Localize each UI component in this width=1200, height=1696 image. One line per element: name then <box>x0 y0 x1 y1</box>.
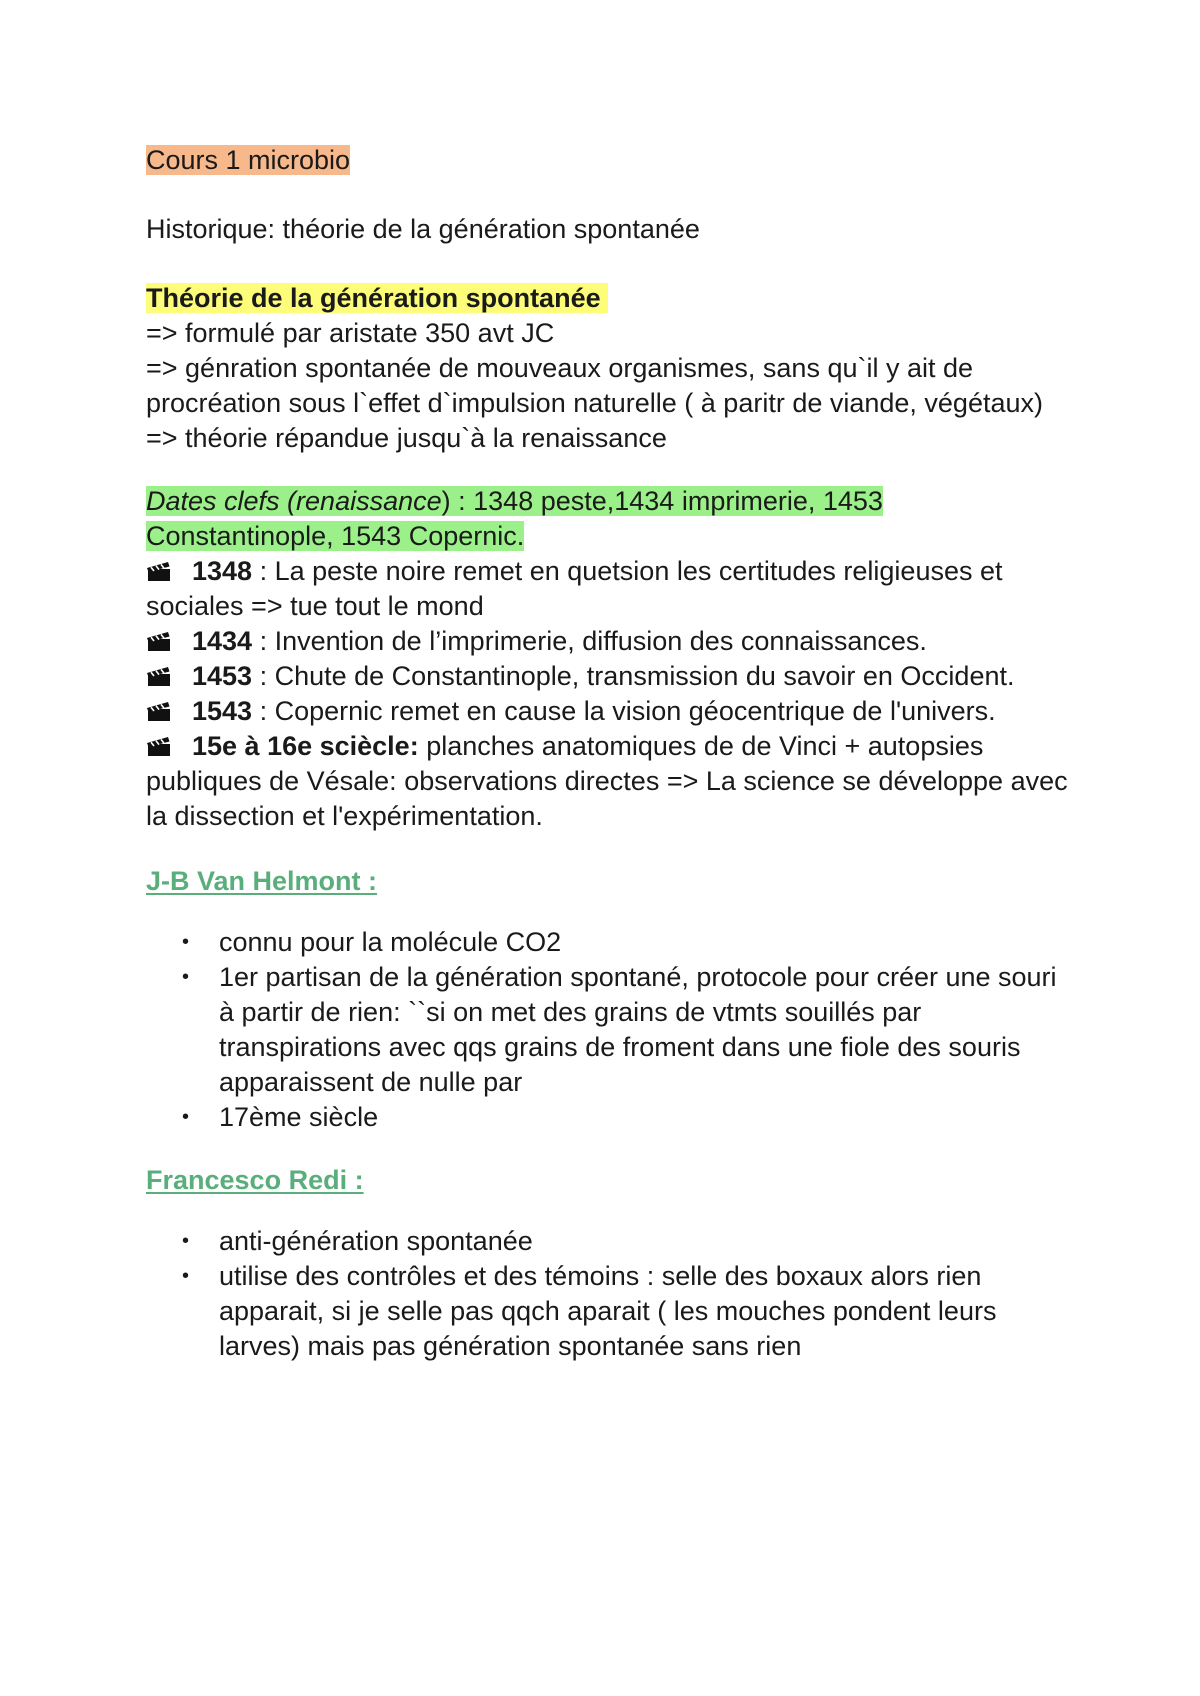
date-item-1348 <box>146 554 1076 624</box>
date-1543-label: 1543 <box>192 696 253 726</box>
date-1453-label: 1453 <box>192 661 253 691</box>
theorie-line-1: => formulé par aristate 350 avt JC <box>146 318 555 348</box>
clapperboard-icon <box>146 630 172 652</box>
clapperboard-icon <box>146 560 172 582</box>
clapperboard-icon <box>146 700 172 722</box>
clapperboard-icon <box>146 665 172 687</box>
date-1434-label: 1434 <box>192 626 253 656</box>
date-15e-16e-label: 15e à 16e scièc​le: <box>192 731 419 761</box>
dates-summary-text: : 1348 peste,1434 imprimerie, 1453 Constantinople, 1543 Copernic. <box>146 486 883 551</box>
list-item: • anti-génération spontanée <box>219 1224 1076 1259</box>
date-item-1453 <box>146 659 1076 694</box>
list-item: • connu pour la molécule CO2 <box>219 925 1076 960</box>
title-highlight: Cours 1 microbio <box>146 145 351 175</box>
historique-line: Historique: théorie de la génération spontanée <box>146 214 700 244</box>
theorie-line-3: => théorie répandue jusqu`à la renaissance <box>146 423 667 453</box>
dates-label-close: ) <box>441 486 451 516</box>
theorie-heading <box>146 281 1076 316</box>
date-1453-text: : Chute de Constantinople, transmission du savoir en Occident. <box>252 661 1015 691</box>
document-title <box>146 143 1076 178</box>
theorie-line-2: => génration spontanée de mouveaux organismes, sans qu`il y ait de procréation sous l`effet d`impulsion naturelle ( à paritr de viande, végétaux) <box>146 353 1043 418</box>
date-item-1434 <box>146 624 1076 659</box>
date-15e-16e-text: planches anatomiques de de Vinci + autopsies publiques de Vésale: observations directes => La science se développe avec la dissection et l'expérimentation. <box>146 731 1068 831</box>
date-1543-text: : Copernic remet en cause la vision géocentrique de l'univers. <box>252 696 996 726</box>
redi-list <box>146 1224 1076 1364</box>
date-1348-label: 1348 <box>192 556 253 586</box>
date-item-1543 <box>146 694 1076 729</box>
list-item: • 1er partisan de la génération spontané, protocole pour créer une souri à partir de rien: ``si on met des grains de vtmts souillés par transpirations avec qqs grains de froment dans une fiole des souris apparaissent de nulle par <box>219 960 1076 1100</box>
list-item: • 17ème siècle <box>219 1100 1076 1135</box>
theorie-heading-pad <box>601 283 609 313</box>
dates-summary <box>146 484 1076 554</box>
date-1434-text: : Invention de l’imprimerie, diffusion des connaissances. <box>252 626 927 656</box>
document-page <box>146 143 1076 1364</box>
list-item: • utilise des contrôles et des témoins : selle des boxaux alors rien apparait, si je selle pas qqch aparait ( les mouches pondent leurs larves) mais pas génération spontanée sans rien <box>219 1259 1076 1364</box>
clapperboard-icon <box>146 735 172 757</box>
date-item-15e-16e <box>146 729 1076 834</box>
date-1348-text: : La peste noire remet en quetsion les certitudes religieuses et sociales => tue tout le mond <box>146 556 1003 621</box>
redi-heading: Francesco Redi : <box>146 1165 364 1195</box>
vanhelmont-list <box>146 925 1076 1135</box>
vanhelmont-heading: J-B Van Helmont : <box>146 866 378 896</box>
dates-label: Dates clefs (renaissance <box>146 486 442 516</box>
theorie-heading-text: Théorie de la génération spontanée <box>146 283 601 313</box>
dates-summary-highlight <box>146 486 883 551</box>
